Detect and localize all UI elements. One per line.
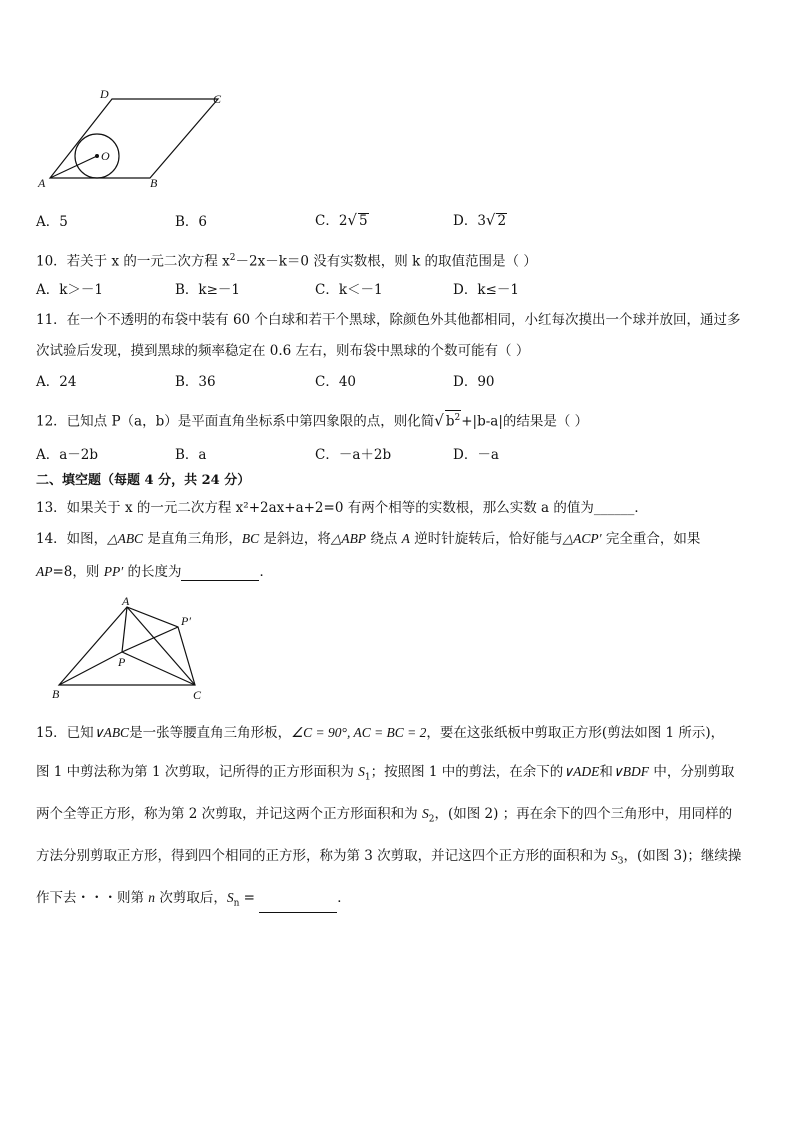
q15-line3: 两个全等正方形，称为第 2 次剪取，并记这两个正方形面积和为 $S_2$，(如图 2) ；再在余下的四个三角形中，用同样的	[36, 806, 733, 825]
q11-option-d: D．90	[453, 374, 495, 390]
q15-line4: 方法分别剪取正方形，得到四个相同的正方形，称为第 3 次剪取，并记这四个正方形的面积和为 $S_3$，(如图 3)；继续操	[36, 848, 742, 867]
q14-stem-line2: AP=8，则 PP′ 的长度为 ．	[36, 564, 273, 580]
q12-option-b: B．a	[175, 447, 207, 463]
q13-stem: 13．如果关于 x 的一元二次方程 x²+2ax+a+2=0 有两个相等的实数根，那么实数 a 的值为______．	[36, 500, 648, 516]
q11-option-a: A．24	[36, 374, 77, 390]
q12-option-d: D．－a	[453, 447, 499, 463]
q10-option-d: D．k≤－1	[453, 282, 519, 298]
q11-stem-line2: 次试验后发现，摸到黑球的频率稳定在 0.6 左右，则布袋中黑球的个数可能有（ ）	[36, 343, 530, 359]
fig2-label-A: A	[122, 594, 130, 608]
parallelogram-figure	[30, 85, 240, 195]
q11-option-b: B．36	[175, 374, 216, 390]
q9-option-c: C．2√ 5	[315, 211, 368, 229]
q11-stem-line1: 11．在一个不透明的布袋中装有 60 个白球和若干个黑球，除颜色外其他都相同，小红每次摸出一个球并放回，通过多	[36, 312, 741, 328]
q9-option-b: B．6	[175, 214, 208, 230]
q15-line2: 图 1 中剪法称为第 1 次剪取，记所得的正方形面积为 $S_1$；按照图 1 中的剪法，在余下的∨ADE和∨BDF 中，分别剪取	[36, 764, 735, 783]
fig2-label-P: P	[118, 655, 126, 669]
q12-option-c: C．－a＋2b	[315, 447, 392, 463]
triangle-figure	[45, 592, 220, 704]
q9-option-d: D．3√ 2	[453, 211, 507, 229]
q10-option-c: C．k＜－1	[315, 282, 383, 298]
q15-line5: 作下去・・・则第 n 次剪取后，$S_n$ = ．	[36, 889, 351, 913]
q10-stem: 10．若关于 x 的一元二次方程 $x^2-2x-k=0$ 没有实数根，则 k 的取值范围是（ ）	[36, 253, 537, 270]
q10-option-a: A．k＞－1	[36, 282, 104, 298]
q11-option-c: C．40	[315, 374, 357, 390]
q15-line1: 15．已知∨ABC是一张等腰直角三角形板，∠C = 90°, AC = BC = 2，要在这张纸板中剪取正方形(剪法如图 1 所示)，	[36, 725, 725, 741]
q9-option-a: A．5	[36, 214, 68, 230]
fig1-label-A: A	[38, 176, 46, 190]
fig2-label-Pprime: P′	[181, 614, 191, 628]
q14-stem-line1: 14．如图，△ABC 是直角三角形，BC 是斜边，将△ABP 绕点 A 逆时针旋转后，恰好能与△ACP′ 完全重合，如果	[36, 531, 701, 547]
fig2-label-B: B	[52, 687, 60, 701]
fig2-label-C: C	[193, 688, 202, 702]
section-heading: 二、填空题（每题 4 分，共 24 分）	[36, 473, 251, 488]
q12-option-a: A．a－2b	[36, 447, 99, 463]
fig1-label-C: C	[213, 92, 222, 106]
fig1-label-D: D	[100, 87, 109, 101]
fig1-label-B: B	[150, 176, 158, 190]
q10-option-b: B．k≥－1	[175, 282, 241, 298]
q12-stem: 12．已知点 P（a，b）是平面直角坐标系中第四象限的点，则化简√ $b^2+|b-a|$的结果是（ ）	[36, 411, 589, 430]
fig1-label-O: O	[101, 149, 110, 163]
